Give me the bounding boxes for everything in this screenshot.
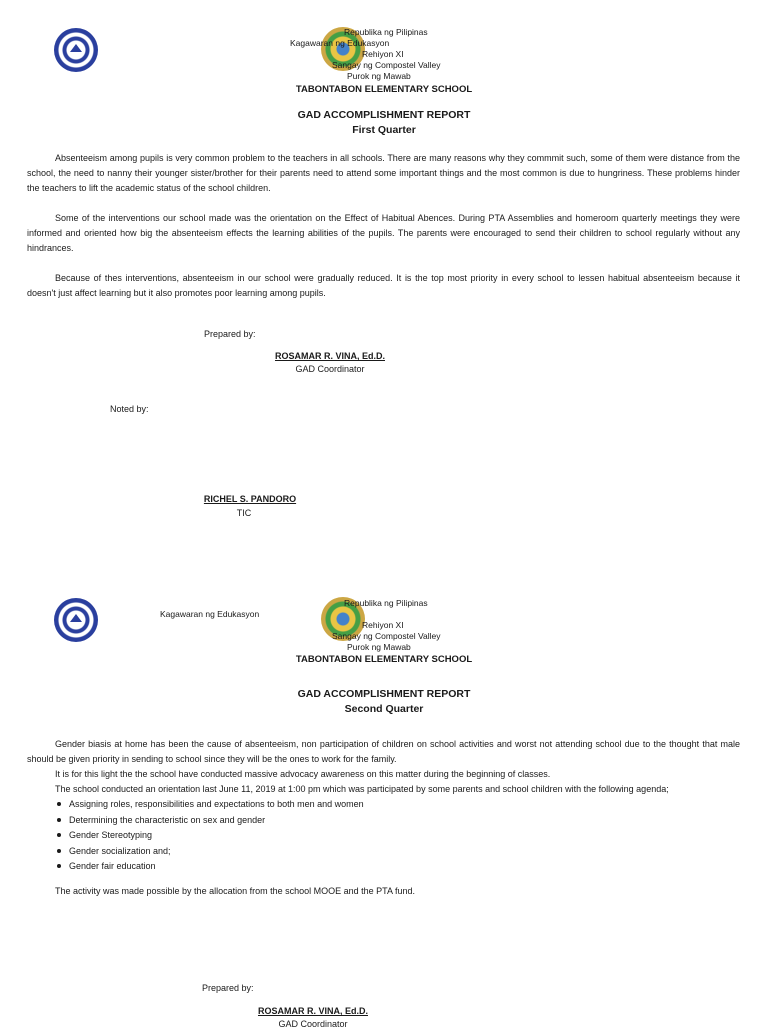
paragraph: Because of thes interventions, absenteeism in our school were gradually reduced. It is the top most priority in every school to lessen habitual absenteeism because it doesn't just affect learning but it also promotes poor learning among pupils. bbox=[27, 273, 740, 298]
closing-paragraph: The activity was made possible by the allocation from the school MOOE and the PTA fund. bbox=[55, 886, 416, 896]
header-republic: Republika ng Pilipinas bbox=[344, 27, 428, 37]
header-division: Sangay ng Compostel Valley bbox=[332, 631, 441, 641]
agenda-list bbox=[55, 797, 364, 875]
header-region: Rehiyon XI bbox=[362, 49, 404, 59]
preparer-role: GAD Coordinator bbox=[278, 1019, 348, 1029]
list-item: Assigning roles, responsibilities and expectations to both men and women bbox=[69, 797, 364, 813]
noter-role: TIC bbox=[236, 508, 252, 518]
prepared-by-label: Prepared by: bbox=[202, 983, 254, 993]
header-republic: Republika ng Pilipinas bbox=[344, 598, 428, 608]
header-district: Purok ng Mawab bbox=[347, 642, 411, 652]
paragraph: It is for this light the the school have conducted massive advocacy awareness on this matter during the beginning of classes. bbox=[55, 769, 551, 779]
list-item: Gender Stereotyping bbox=[69, 828, 364, 844]
header-district: Purok ng Mawab bbox=[347, 71, 411, 81]
report-title: GAD ACCOMPLISHMENT REPORT bbox=[297, 109, 471, 121]
report-title: GAD ACCOMPLISHMENT REPORT bbox=[297, 688, 471, 700]
report-quarter: First Quarter bbox=[352, 124, 416, 136]
list-item: Gender fair education bbox=[69, 859, 364, 875]
header-region: Rehiyon XI bbox=[362, 620, 404, 630]
paragraph: Gender biasis at home has been the cause of absenteeism, non participation of children on school activities and worst not attending school due to the thought that male should be given priority in sending to school since they will be the ones to work for the family. bbox=[27, 739, 740, 764]
prepared-by-label: Prepared by: bbox=[204, 329, 256, 339]
list-item: Gender socialization and; bbox=[69, 844, 364, 860]
paragraph: Some of the interventions our school made was the orientation on the Effect of Habitual Abences. During PTA Assemblies and homeroom quarterly meetings they were informed and oriented how big the absenteeism effects the learning abilities of the pupils. The parents were encouraged to send their children to school regularly without any hindrances. bbox=[27, 213, 740, 253]
report-quarter: Second Quarter bbox=[344, 703, 424, 715]
header-department: Kagawaran ng Edukasyon bbox=[290, 38, 390, 48]
paragraph: The school conducted an orientation last June 11, 2019 at 1:00 pm which was participated by some parents and school children with the following agenda; bbox=[55, 784, 669, 794]
school-name: TABONTABON ELEMENTARY SCHOOL bbox=[295, 654, 473, 665]
header-division: Sangay ng Compostel Valley bbox=[332, 60, 441, 70]
preparer-name: ROSAMAR R. VINA, Ed.D. bbox=[274, 351, 385, 361]
list-item: Determining the characteristic on sex and gender bbox=[69, 813, 364, 829]
preparer-role: GAD Coordinator bbox=[295, 364, 365, 374]
header-department: Kagawaran ng Edukasyon bbox=[160, 609, 260, 619]
noted-by-label: Noted by: bbox=[110, 404, 149, 414]
noter-name: RICHEL S. PANDORO bbox=[203, 494, 297, 504]
deped-seal-icon bbox=[54, 598, 98, 642]
preparer-name: ROSAMAR R. VINA, Ed.D. bbox=[257, 1006, 368, 1016]
school-name: TABONTABON ELEMENTARY SCHOOL bbox=[295, 84, 473, 95]
deped-seal-icon bbox=[54, 28, 98, 72]
paragraph: Absenteeism among pupils is very common problem to the teachers in all schools. There are many reasons why they commmit such, some of them were distance from the school, the need to nanny their younger sister/brother for their parents need to attend some important things and the most common is due to hungriness. These problems hinder the teachers to lift the academic status of the school children. bbox=[27, 153, 740, 193]
